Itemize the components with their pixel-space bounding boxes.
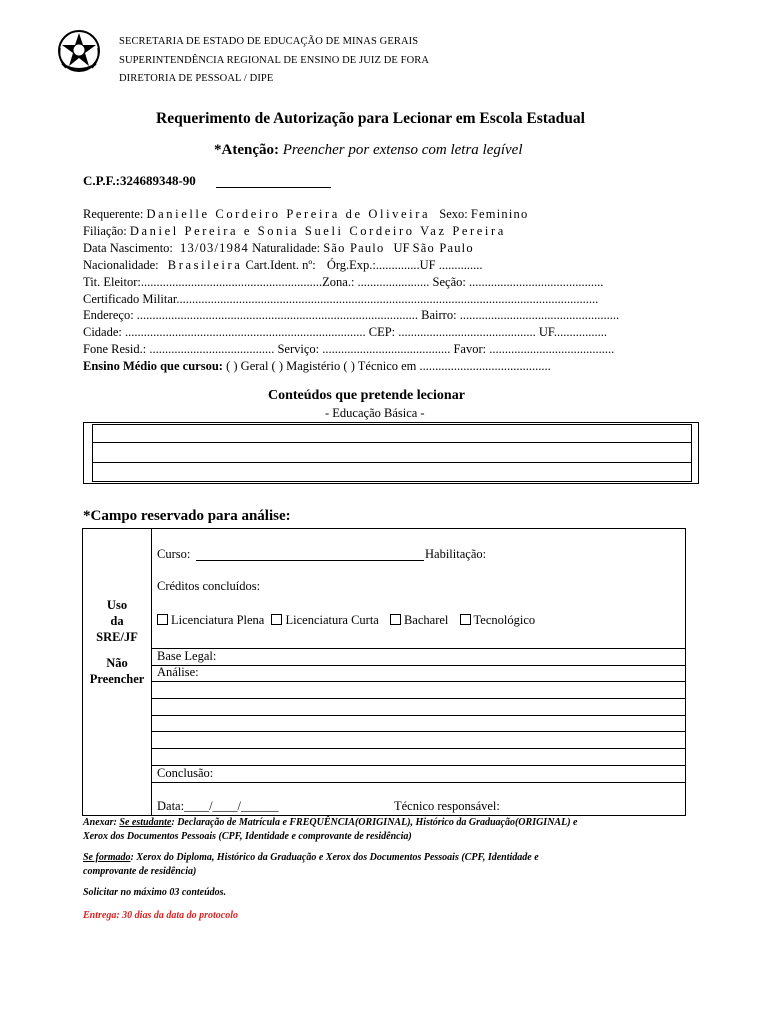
ensino-medio-options[interactable]: ( ) Geral ( ) Magistério ( ) Técnico em .......................................... [226,359,551,373]
anexar-line-1 [83,816,577,830]
cidade-row: Cidade: ............................................................................. CEP: ............................................ UF................. [83,325,608,339]
side-label-da: da [110,614,124,628]
endereco-row: Endereço: .......................................................................................... Bairro: ................................................... [83,308,620,322]
conteudos-row-line-1 [92,442,692,443]
curso-row [157,546,190,563]
cpf-line [83,173,196,189]
solicitar-note: Solicitar no máximo 03 conteúdos. [83,887,227,898]
org-exp-label: Órg.Exp.:..............UF .............. [326,258,483,272]
naturalidade-value: São Paulo [323,241,385,255]
conteudos-input-3[interactable] [93,464,691,481]
conteudos-row-line-2 [92,462,692,463]
side-label-nao: Não [106,656,128,670]
habilitacao-label: Habilitação: [425,547,487,561]
formado-line-1 [83,851,539,865]
base-legal-label: Base Legal: [157,649,217,663]
analysis-line-6 [151,731,686,732]
conclusao-label: Conclusão: [157,766,214,780]
side-label-sre: SRE/JF [96,630,138,644]
analysis-line-2 [151,665,686,666]
analysis-line-3 [151,681,686,682]
licenciatura-plena-label: Licenciatura Plena [171,613,265,627]
attention-line [214,142,523,159]
analysis-line-9 [151,782,686,783]
page-title: Requerimento de Autorização para Lecionar em Escola Estadual [156,110,585,127]
data-label: Data:____/____/______ [157,799,279,813]
licenciatura-curta-label: Licenciatura Curta [285,613,379,627]
tecnologico-label: Tecnológico [473,613,536,627]
analysis-line-1 [151,648,686,649]
nacionalidade-row [83,257,483,274]
attention-label: *Atenção: [214,142,279,158]
entrega-note: Entrega: 30 dias da data do protocolo [83,910,239,921]
nacionalidade-value: Brasileira [167,258,243,272]
bacharel-checkbox[interactable] [390,614,401,625]
sexo-value: Feminino [470,207,529,221]
nacionalidade-label: Nacionalidade: [83,258,159,272]
tecnico-label: Técnico responsável: [394,799,500,813]
ensino-medio-label: Ensino Médio que cursou: [83,359,223,373]
titulo-eleitor-row: Tit. Eleitor:..........................................................Zona.: ....................... Seção: ........................................... [83,275,604,289]
side-label-preencher: Preencher [89,672,145,686]
header-line-1: SECRETARIA DE ESTADO DE EDUCAÇÃO DE MINAS GERAIS [119,36,419,47]
anexar-line-2: Xerox dos Documentos Pessoais (CPF, Identidade e comprovante de residência) [83,831,412,842]
uf-value: São Paulo [412,241,474,255]
licenciatura-curta-checkbox[interactable] [271,614,282,625]
nascimento-label: Data Nascimento: [83,241,173,255]
analise-label: Análise: [157,665,199,679]
requerente-label: Requerente: [83,207,144,221]
certificado-militar-row: Certificado Militar....................................................................................................................................... [83,292,599,306]
cpf-value: 324689348-90 [119,173,196,188]
uf-label: UF [393,241,410,255]
header-line-2: SUPERINTENDÊNCIA REGIONAL DE ENSINO DE JUIZ DE FORA [119,55,430,66]
fone-row: Fone Resid.: ........................................ Serviço: ......................................... Favor: ........................................ [83,342,615,356]
cpf-label: C.P.F.: [83,173,120,188]
filiacao-value: Daniel Pereira e Sonia Sueli Cordeiro Vaz Pereira [129,224,506,238]
attention-text: Preencher por extenso com letra legível [282,142,523,158]
cart-ident-label: Cart.Ident. nº: [245,258,316,272]
conteudos-title: Conteúdos que pretende lecionar [268,388,465,403]
curso-label: Curso: [157,547,191,561]
curso-underline [196,560,424,561]
analysis-title: *Campo reservado para análise: [83,508,291,524]
se-estudante-label: Se estudante [119,817,172,828]
conteudos-input-2[interactable] [93,444,691,461]
side-label [82,597,152,687]
bacharel-label: Bacharel [403,613,449,627]
nascimento-value: 13/03/1984 [180,241,249,255]
formado-line-2: comprovante de residência) [83,866,197,877]
creditos-label: Créditos concluídos: [157,579,261,593]
side-label-uso: Uso [106,598,128,612]
licenciatura-plena-checkbox[interactable] [157,614,168,625]
ensino-medio-row [83,358,551,375]
degree-options [157,612,535,629]
analysis-line-4 [151,698,686,699]
cpf-underline [216,187,331,188]
nascimento-row [83,240,474,257]
anexar-label: Anexar: [83,817,117,828]
analysis-line-8 [151,765,686,766]
tecnologico-checkbox[interactable] [460,614,471,625]
se-formado-label: Se formado [83,852,131,863]
analysis-line-5 [151,715,686,716]
header-line-3: DIRETORIA DE PESSOAL / DIPE [119,73,274,84]
filiacao-label: Filiação: [83,224,127,238]
conteudos-input-1[interactable] [93,425,691,441]
sexo-label: Sexo: [439,207,468,221]
se-estudante-text: : Declaração de Matrícula e FREQUÊNCIA(ORIGINAL), Histórico da Graduação(ORIGINAL) e [171,817,578,828]
analysis-line-7 [151,748,686,749]
naturalidade-label: Naturalidade: [252,241,321,255]
se-formado-text: : Xerox do Diploma, Histórico da Graduação e Xerox dos Documentos Pessoais (CPF, Identidade e [130,852,539,863]
requerente-row [83,206,528,223]
filiacao-row [83,223,506,240]
requerente-value: Danielle Cordeiro Pereira de Oliveira [146,207,431,221]
coat-of-arms-icon [56,28,102,74]
conteudos-subtitle: - Educação Básica - [325,406,425,420]
